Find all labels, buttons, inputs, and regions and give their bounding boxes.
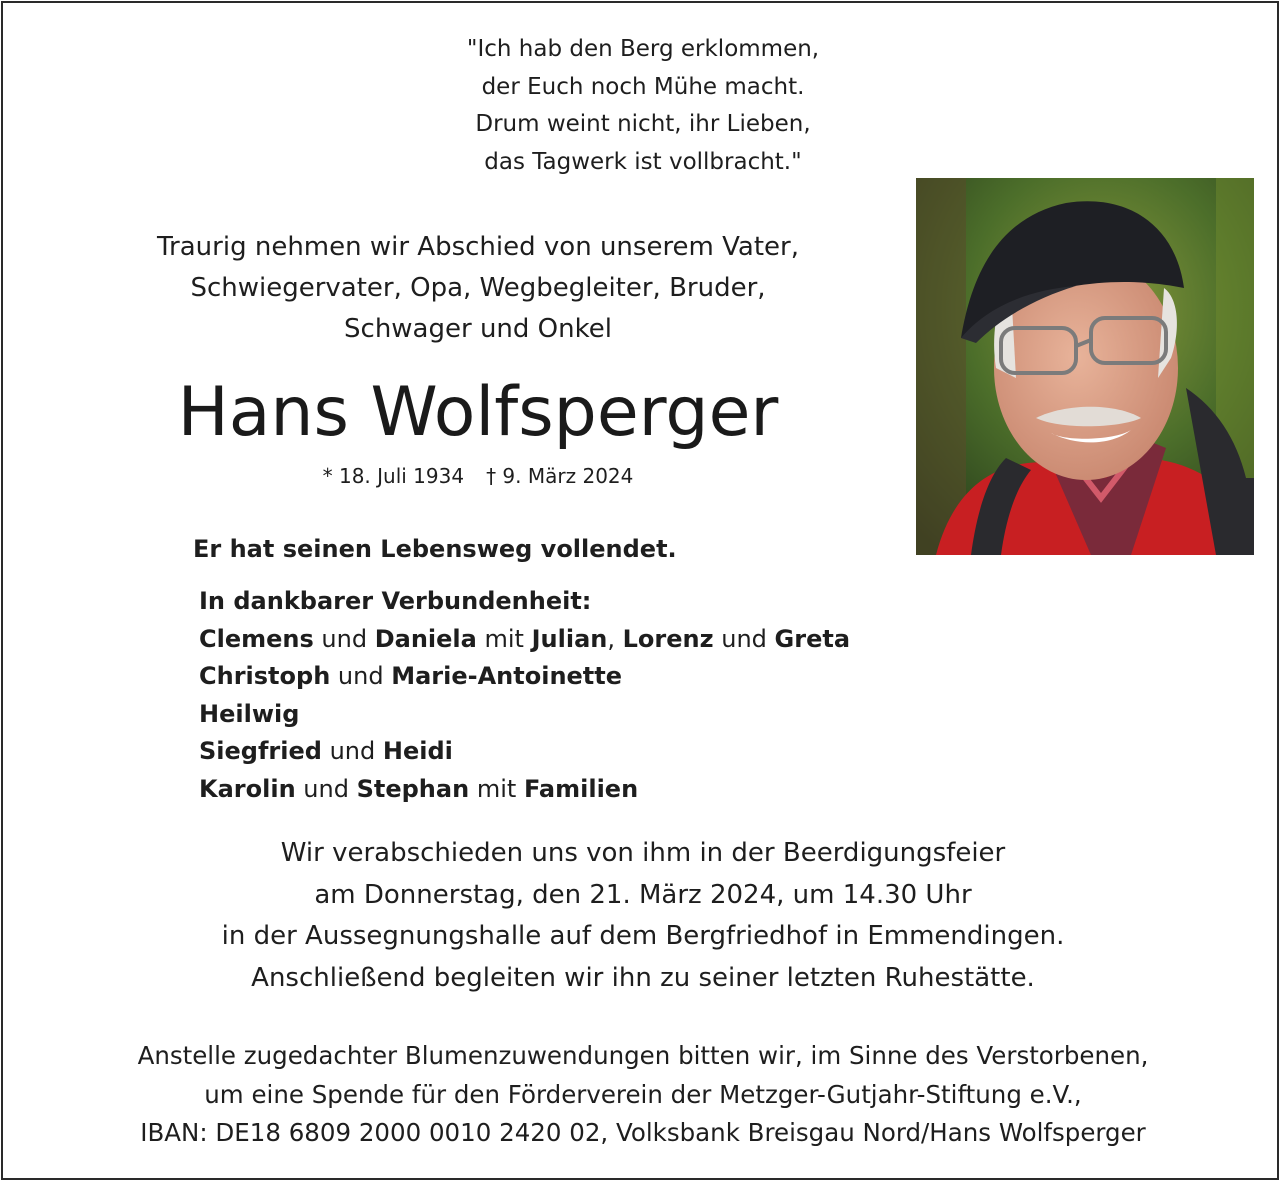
poem-line: Drum weint nicht, ihr Lieben, [475,111,811,137]
service-line: am Donnerstag, den 21. März 2024, um 14.30 Uhr [314,879,972,910]
funeral-service-info [43,833,1243,999]
family-line: Christoph und Marie-Antoinette [199,662,623,690]
memorial-poem [273,31,1013,181]
death-date: † 9. März 2024 [486,464,634,488]
service-line: Wir verabschieden uns von ihm in der Beerdigungsfeier [280,838,1006,868]
donation-line: Anstelle zugedachter Blumenzuwendungen bitten wir, im Sinne des Verstorbenen, [137,1041,1149,1070]
life-dates [63,461,893,491]
service-line: Anschließend begleiten wir ihn zu seiner letzten Ruhestätte. [251,962,1035,993]
poem-line: "Ich hab den Berg erklommen, [466,36,820,62]
family-line: Karolin und Stephan mit Familien [199,774,639,803]
family-line: Siegfried und Heidi [199,737,453,765]
poem-line: der Euch noch Mühe macht. [481,73,805,100]
donation-request [23,1037,1263,1153]
intro-line: Traurig nehmen wir Abschied von unserem Vater, [157,232,799,262]
poem-line: das Tagwerk ist vollbracht." [484,148,802,175]
deceased-name: Hans Wolfsperger [177,373,779,452]
portrait-photo [916,178,1254,555]
donation-line: um eine Spende für den Förderverein der Metzger-Gutjahr-Stiftung e.V., [204,1079,1082,1109]
donation-iban: IBAN: DE18 6809 2000 0010 2420 02, Volksbank Breisgau Nord/Hans Wolfsperger [140,1118,1146,1147]
family-line: Heilwig [199,699,300,728]
service-line: in der Aussegnungshalle auf dem Bergfriedhof in Emmendingen. [221,921,1065,951]
obituary-notice [1,1,1279,1180]
farewell-intro [63,227,893,350]
family-heading: In dankbarer Verbundenheit: [199,587,592,615]
intro-line: Schwager und Onkel [344,314,612,344]
family-line: Clemens und Daniela mit Julian, Lorenz und Greta [199,624,851,653]
birth-date: * 18. Juli 1934 [322,464,465,488]
intro-line: Schwiegervater, Opa, Wegbegleiter, Bruder, [190,273,766,303]
family-list [199,583,850,808]
life-statement: Er hat seinen Lebensweg vollendet. [193,535,677,563]
